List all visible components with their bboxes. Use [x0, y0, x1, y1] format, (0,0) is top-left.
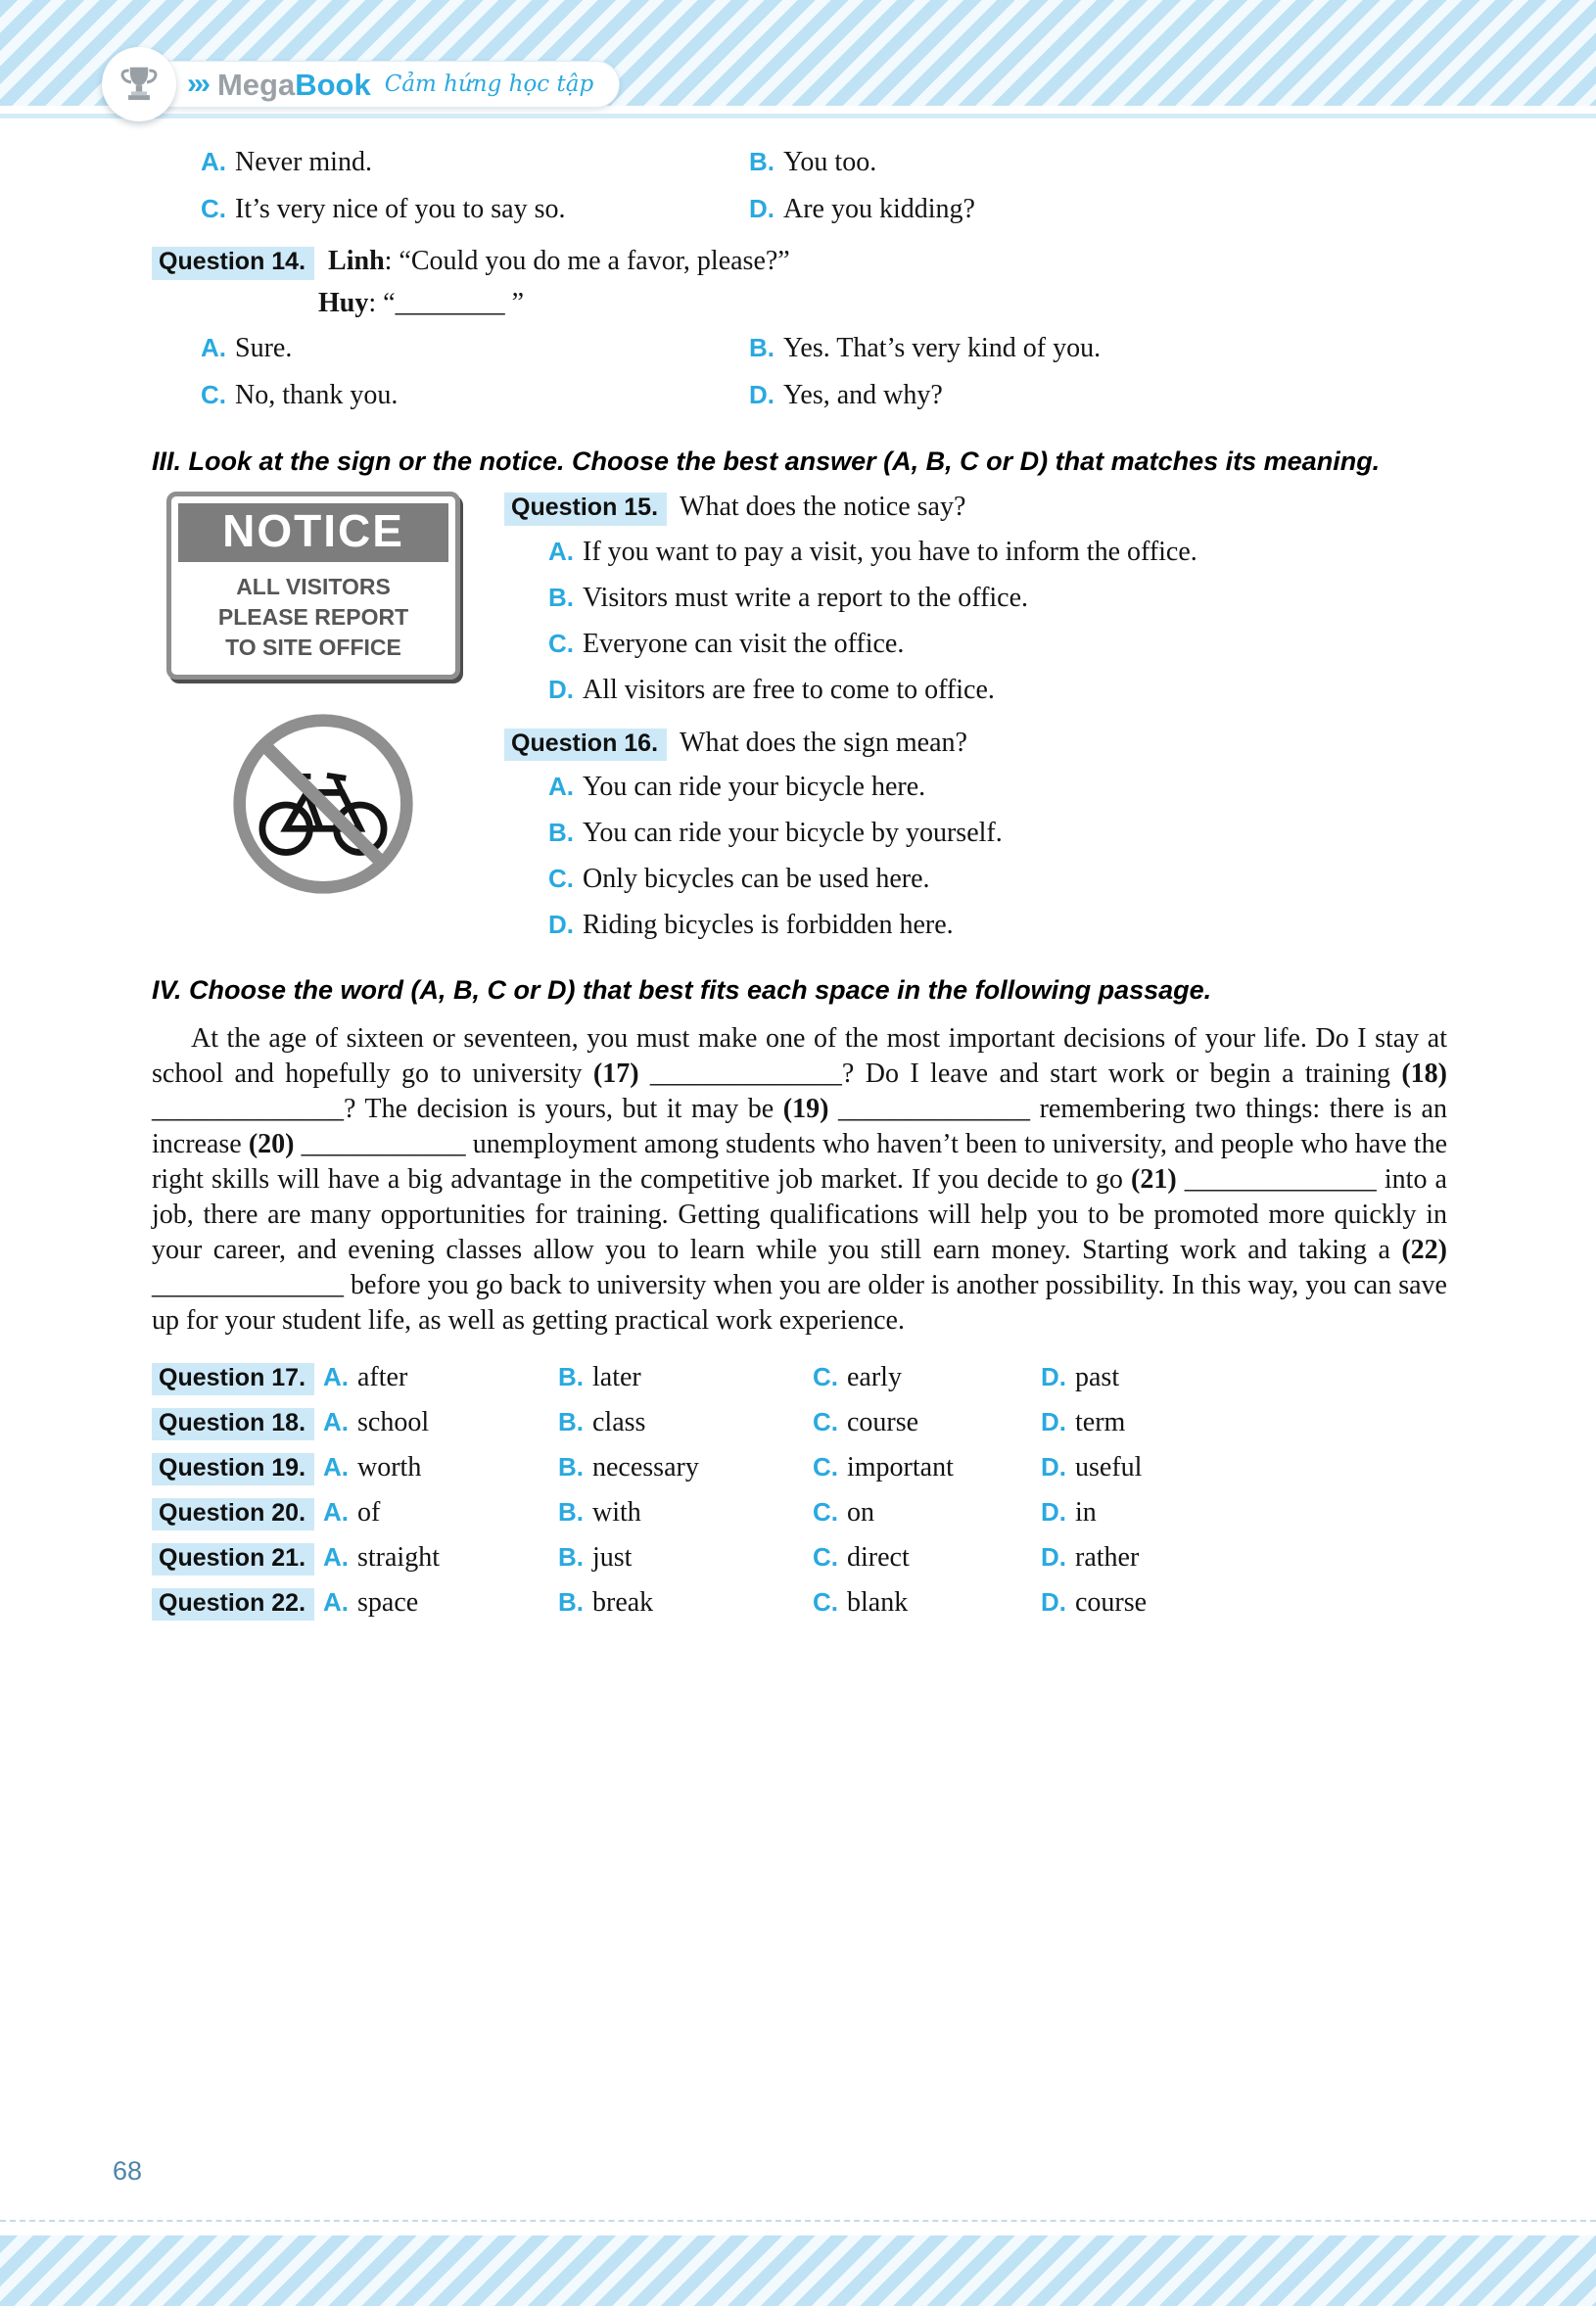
- option-letter-a: A.: [323, 1587, 349, 1617]
- question-14-label: Question 14.: [152, 247, 314, 280]
- option-d: [548, 674, 1447, 710]
- question-14: [152, 246, 1447, 280]
- speech-text: : “Could you do me a favor, please?”: [384, 246, 790, 276]
- option-letter-d: D.: [749, 194, 775, 223]
- option-letter-d: D.: [548, 910, 574, 940]
- signs-section: [152, 492, 1447, 945]
- option-a: [548, 536, 1447, 572]
- content: [152, 137, 1447, 1622]
- option-text: It’s very nice of you to say so.: [235, 194, 566, 224]
- option-letter-c: C.: [548, 864, 574, 894]
- option-letter-d: D.: [749, 379, 775, 409]
- option-letter-a: A.: [548, 772, 574, 802]
- chevrons-icon: ›››: [187, 68, 208, 100]
- option-text: Sure.: [235, 332, 293, 363]
- option-text: early: [847, 1362, 902, 1392]
- question-19-label-cell: [152, 1453, 323, 1486]
- option-letter-d: D.: [1041, 1452, 1066, 1482]
- notice-line-2: PLEASE REPORT: [217, 604, 409, 631]
- option-text: important: [847, 1452, 954, 1482]
- question-13-options: [152, 145, 1447, 230]
- option-b: [558, 1407, 813, 1441]
- option-text: No, thank you.: [235, 379, 399, 410]
- option-c: [813, 1452, 1041, 1486]
- option-letter-b: B.: [558, 1497, 584, 1527]
- question-18-label-cell: [152, 1408, 323, 1441]
- option-text: You too.: [783, 147, 877, 177]
- option-letter-a: A.: [323, 1497, 349, 1527]
- option-letter-a: A.: [548, 536, 574, 566]
- passage-text: At the age of sixteen or seventeen, you must make one of the most important decisions of your life. Do I stay at school and hopefully go to university (17) ______________? Do I leave and start work or begin a training (18) ______________? The decision is yours, but it may be (19) ______________ remembering two things: there is an increase (20) ____________ unemployment among students who haven’t been to university, and people who have the right skills will have a big advantage in the competitive job market. If you decide to go (21) ______________ into a job, there are many opportunities for training. Getting qualifications will help you to be promoted more quickly in your career, and evening classes allow you to learn while you still earn money. Starting work and taking a (22) ______________ before you go back to university when you are older is another possibility. In this way, you can save up for your student life, as well as getting practical work experience.: [152, 1023, 1448, 1336]
- option-text: past: [1075, 1362, 1120, 1392]
- question-15-options: [504, 536, 1447, 710]
- option-letter-d: D.: [1041, 1497, 1066, 1527]
- dialog-line-2: [318, 288, 524, 318]
- option-text: of: [357, 1497, 381, 1528]
- option-text: You can ride your bicycle by yourself.: [583, 818, 1003, 849]
- option-letter-c: C.: [813, 1542, 838, 1572]
- signs-column: [166, 492, 480, 945]
- option-letter-c: C.: [813, 1497, 838, 1527]
- option-letter-b: B.: [548, 582, 574, 612]
- question-21-label-cell: [152, 1543, 323, 1577]
- speech-text: : “________ ”: [368, 287, 524, 318]
- question-16-options: [504, 771, 1447, 945]
- option-letter-c: C.: [201, 379, 226, 409]
- option-b: [749, 145, 1447, 183]
- option-c: [548, 863, 1447, 899]
- option-text: If you want to pay a visit, you have to inform the office.: [583, 536, 1197, 567]
- sign-questions-column: [504, 492, 1447, 945]
- option-c: [201, 378, 749, 416]
- footer-divider: [0, 2220, 1596, 2222]
- option-c: [813, 1497, 1041, 1531]
- option-text: Riding bicycles is forbidden here.: [583, 910, 954, 941]
- option-text: break: [592, 1587, 654, 1618]
- option-letter-a: A.: [201, 332, 226, 362]
- notice-sign-text: [178, 562, 448, 668]
- option-letter-c: C.: [813, 1452, 838, 1482]
- option-text: later: [592, 1362, 641, 1392]
- brand-tagline: Cảm hứng học tập: [384, 71, 594, 97]
- option-text: course: [847, 1407, 919, 1437]
- option-d: [1041, 1407, 1447, 1441]
- question-16-head: [504, 728, 1447, 762]
- brand-mega: Mega: [216, 67, 296, 102]
- option-letter-b: B.: [558, 1542, 584, 1572]
- option-text: necessary: [592, 1452, 699, 1482]
- option-d: [548, 909, 1447, 945]
- option-letter-d: D.: [1041, 1542, 1066, 1572]
- option-a: [323, 1452, 558, 1486]
- option-text: Yes, and why?: [783, 379, 943, 410]
- option-b: [558, 1362, 813, 1396]
- option-letter-b: B.: [749, 147, 775, 176]
- option-c: [813, 1362, 1041, 1396]
- option-text: course: [1075, 1587, 1148, 1618]
- question-15-head: [504, 492, 1447, 526]
- option-c: [813, 1407, 1041, 1441]
- option-text: Everyone can visit the office.: [583, 628, 905, 659]
- question-label: Question 19.: [152, 1453, 314, 1486]
- option-text: worth: [357, 1452, 422, 1482]
- option-letter-b: B.: [548, 818, 574, 848]
- option-a: [323, 1542, 558, 1577]
- option-b: [548, 817, 1447, 853]
- notice-sign: [166, 492, 460, 680]
- option-letter-d: D.: [1041, 1587, 1066, 1617]
- question-14-line-2: [152, 288, 1447, 319]
- option-text: straight: [357, 1542, 440, 1573]
- question-17-label-cell: [152, 1363, 323, 1396]
- section-4-heading: IV. Choose the word (A, B, C or D) that best fits each space in the following passage.: [152, 975, 1212, 1006]
- option-a: [323, 1587, 558, 1622]
- option-letter-b: B.: [749, 332, 775, 362]
- option-letter-c: C.: [813, 1407, 838, 1436]
- option-text: Visitors must write a report to the office.: [583, 582, 1029, 613]
- speaker-name: Huy: [318, 287, 369, 318]
- option-letter-c: C.: [813, 1587, 838, 1617]
- option-letter-a: A.: [323, 1362, 349, 1391]
- question-label: Question 17.: [152, 1363, 314, 1396]
- option-letter-d: D.: [548, 674, 574, 704]
- option-c: [813, 1542, 1041, 1577]
- logo-pill: [145, 61, 620, 108]
- option-letter-a: A.: [323, 1542, 349, 1572]
- option-letter-a: A.: [323, 1407, 349, 1436]
- question-14-options: [152, 331, 1447, 416]
- option-text: useful: [1075, 1452, 1143, 1482]
- option-text: rather: [1075, 1542, 1140, 1573]
- option-text: school: [357, 1407, 430, 1437]
- notice-sign-title: NOTICE: [178, 503, 448, 562]
- option-b: [558, 1587, 813, 1622]
- option-b: [548, 582, 1447, 618]
- option-letter-b: B.: [558, 1407, 584, 1436]
- option-letter-c: C.: [548, 628, 574, 658]
- option-b: [558, 1497, 813, 1531]
- question-label: Question 22.: [152, 1588, 314, 1622]
- question-15-label: Question 15.: [504, 493, 667, 526]
- dialog-line-1: [328, 246, 790, 276]
- megabook-logo: [102, 47, 620, 121]
- option-text: term: [1075, 1407, 1126, 1437]
- option-d: [1041, 1542, 1447, 1577]
- option-b: [558, 1542, 813, 1577]
- option-c: [548, 628, 1447, 664]
- section-3-heading: III. Look at the sign or the notice. Choose the best answer (A, B, C or D) that matches its meaning.: [152, 446, 1381, 476]
- question-label: Question 20.: [152, 1498, 314, 1531]
- option-letter-a: A.: [201, 147, 226, 176]
- option-c: [201, 192, 749, 230]
- trophy-icon: [102, 47, 176, 121]
- option-d: [749, 378, 1447, 416]
- option-text: Are you kidding?: [783, 194, 975, 224]
- option-letter-b: B.: [558, 1452, 584, 1482]
- option-text: direct: [847, 1542, 910, 1573]
- question-22-label-cell: [152, 1588, 323, 1622]
- option-text: blank: [847, 1587, 909, 1618]
- notice-line-1: ALL VISITORS: [236, 574, 391, 600]
- option-b: [558, 1452, 813, 1486]
- page-footer: [0, 2235, 1596, 2306]
- brand-book: Book: [295, 67, 371, 102]
- question-15-text: What does the notice say?: [680, 492, 966, 523]
- option-letter-b: B.: [558, 1362, 584, 1391]
- page-number: 68: [113, 2156, 143, 2186]
- option-text: All visitors are free to come to office.: [583, 674, 995, 705]
- option-letter-d: D.: [1041, 1362, 1066, 1391]
- option-text: class: [592, 1407, 646, 1437]
- option-d: [749, 192, 1447, 230]
- option-letter-d: D.: [1041, 1407, 1066, 1436]
- option-a: [323, 1362, 558, 1396]
- option-text: with: [592, 1497, 641, 1528]
- option-letter-b: B.: [558, 1587, 584, 1617]
- option-d: [1041, 1452, 1447, 1486]
- option-a: [201, 331, 749, 369]
- brand-name: [216, 67, 371, 102]
- no-bicycle-sign-icon: [228, 709, 418, 899]
- question-label: Question 18.: [152, 1408, 314, 1441]
- option-text: on: [847, 1497, 874, 1528]
- option-text: Yes. That’s very kind of you.: [783, 332, 1102, 363]
- option-d: [1041, 1497, 1447, 1531]
- option-text: in: [1075, 1497, 1097, 1528]
- option-text: You can ride your bicycle here.: [583, 772, 926, 803]
- option-text: just: [592, 1542, 633, 1573]
- option-a: [323, 1497, 558, 1531]
- option-letter-c: C.: [201, 194, 226, 223]
- speaker-name: Linh: [328, 246, 385, 276]
- option-text: space: [357, 1587, 419, 1618]
- option-a: [548, 771, 1447, 807]
- option-b: [749, 331, 1447, 369]
- option-c: [813, 1587, 1041, 1622]
- notice-line-3: TO SITE OFFICE: [225, 635, 401, 661]
- option-d: [1041, 1587, 1447, 1622]
- option-text: Only bicycles can be used here.: [583, 864, 930, 895]
- option-a: [323, 1407, 558, 1441]
- question-16-text: What does the sign mean?: [680, 727, 967, 758]
- option-d: [1041, 1362, 1447, 1396]
- option-text: Never mind.: [235, 147, 372, 177]
- question-15: [504, 492, 1447, 710]
- question-20-label-cell: [152, 1498, 323, 1531]
- question-label: Question 21.: [152, 1543, 314, 1577]
- option-letter-a: A.: [323, 1452, 349, 1482]
- option-text: after: [357, 1362, 408, 1392]
- questions-17-22-table: [152, 1362, 1447, 1622]
- question-16: [504, 728, 1447, 946]
- option-a: [201, 145, 749, 183]
- question-16-label: Question 16.: [504, 729, 667, 762]
- option-letter-c: C.: [813, 1362, 838, 1391]
